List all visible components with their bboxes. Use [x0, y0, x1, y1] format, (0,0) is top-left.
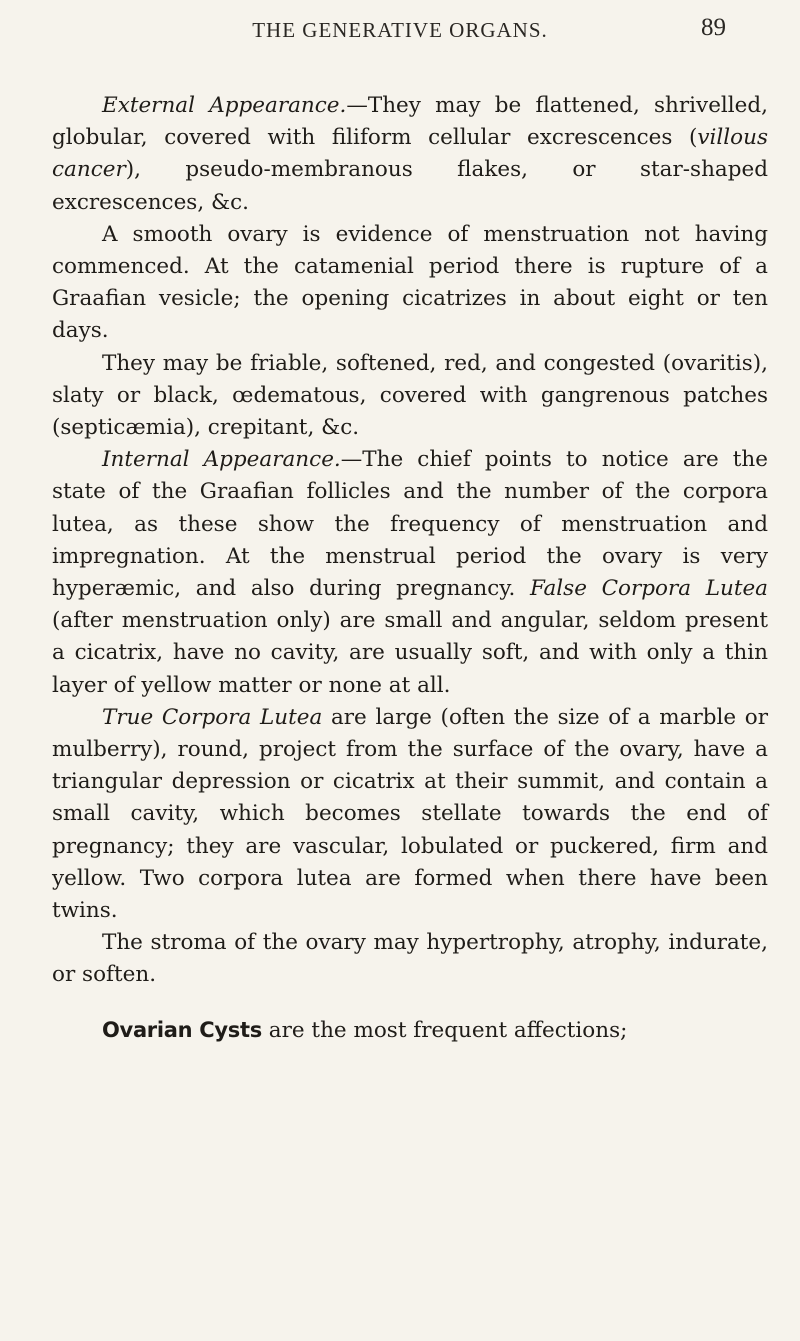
italic-term-villous-cancer: villous cancer: [52, 125, 768, 183]
italic-term-false-corpora-lutea: False Corpora Lutea: [530, 576, 768, 602]
running-head: THE GENERATIVE ORGANS.: [252, 18, 548, 42]
paragraph-stroma: [52, 927, 768, 991]
italic-term-true-corpora-lutea: True Corpora Lutea: [102, 704, 323, 730]
paragraph-text: A smooth ovary is evidence of menstruation not having commenced. At the catamenial period there is rupture of a Graafian vesicle; the opening cicatrizes in about eight or ten days.: [52, 221, 768, 344]
paragraph-text: ), pseudo-membranous flakes, or star-shaped excrescences, &c.: [52, 157, 768, 215]
section-lead-internal-appearance: Internal Appearance.: [102, 447, 341, 473]
paragraph-external-appearance: [52, 90, 768, 219]
paragraph-text: are the most frequent affections;: [261, 1017, 628, 1043]
paragraph-text: —They may be flattened, shrivelled, globular, covered with filiform cellular excrescences (: [52, 93, 768, 151]
page-number: 89: [701, 14, 726, 41]
paragraph-smooth-ovary: [52, 219, 768, 348]
paragraph-text: (after menstruation only) are small and angular, seldom present a cicatrix, have no cavity, are usually soft, and with only a thin layer of yellow matter or none at all.: [52, 608, 768, 698]
paragraph-true-corpora-lutea: [52, 702, 768, 927]
paragraph-ovarian-cysts: [52, 1014, 768, 1047]
section-lead-external-appearance: External Appearance.: [102, 93, 347, 118]
paragraph-text: —The chief points to notice are the state of the Graafian follicles and the number of the corpora lutea, as these show the frequency of menstruation and impregnation. At the menstrual period the ovary is very hyperæmic, and also during pregnancy.: [52, 447, 768, 602]
paragraph-text: The stroma of the ovary may hypertrophy, atrophy, indurate, or soften.: [52, 930, 768, 988]
paragraph-internal-appearance: [52, 444, 768, 702]
paragraph-text: are large (often the size of a marble or mulberry), round, project from the surface of the ovary, have a triangular depression or cicatrix at their summit, and contain a small cavity, which becomes stellate towards the end of pregnancy; they are vascular, lobulated or puckered, firm and yellow. Two corpora lutea are formed when there have been twins.: [52, 704, 768, 924]
bold-heading-ovarian-cysts: Ovarian Cysts: [102, 1017, 262, 1042]
paragraph-friable: [52, 348, 768, 445]
page-header: [0, 10, 800, 50]
paragraph-text: They may be friable, softened, red, and congested (ovaritis), slaty or black, œdematous, covered with gangrenous patches (septicæmia), crepitant, &c.: [52, 350, 768, 441]
body-text: [52, 90, 768, 1047]
